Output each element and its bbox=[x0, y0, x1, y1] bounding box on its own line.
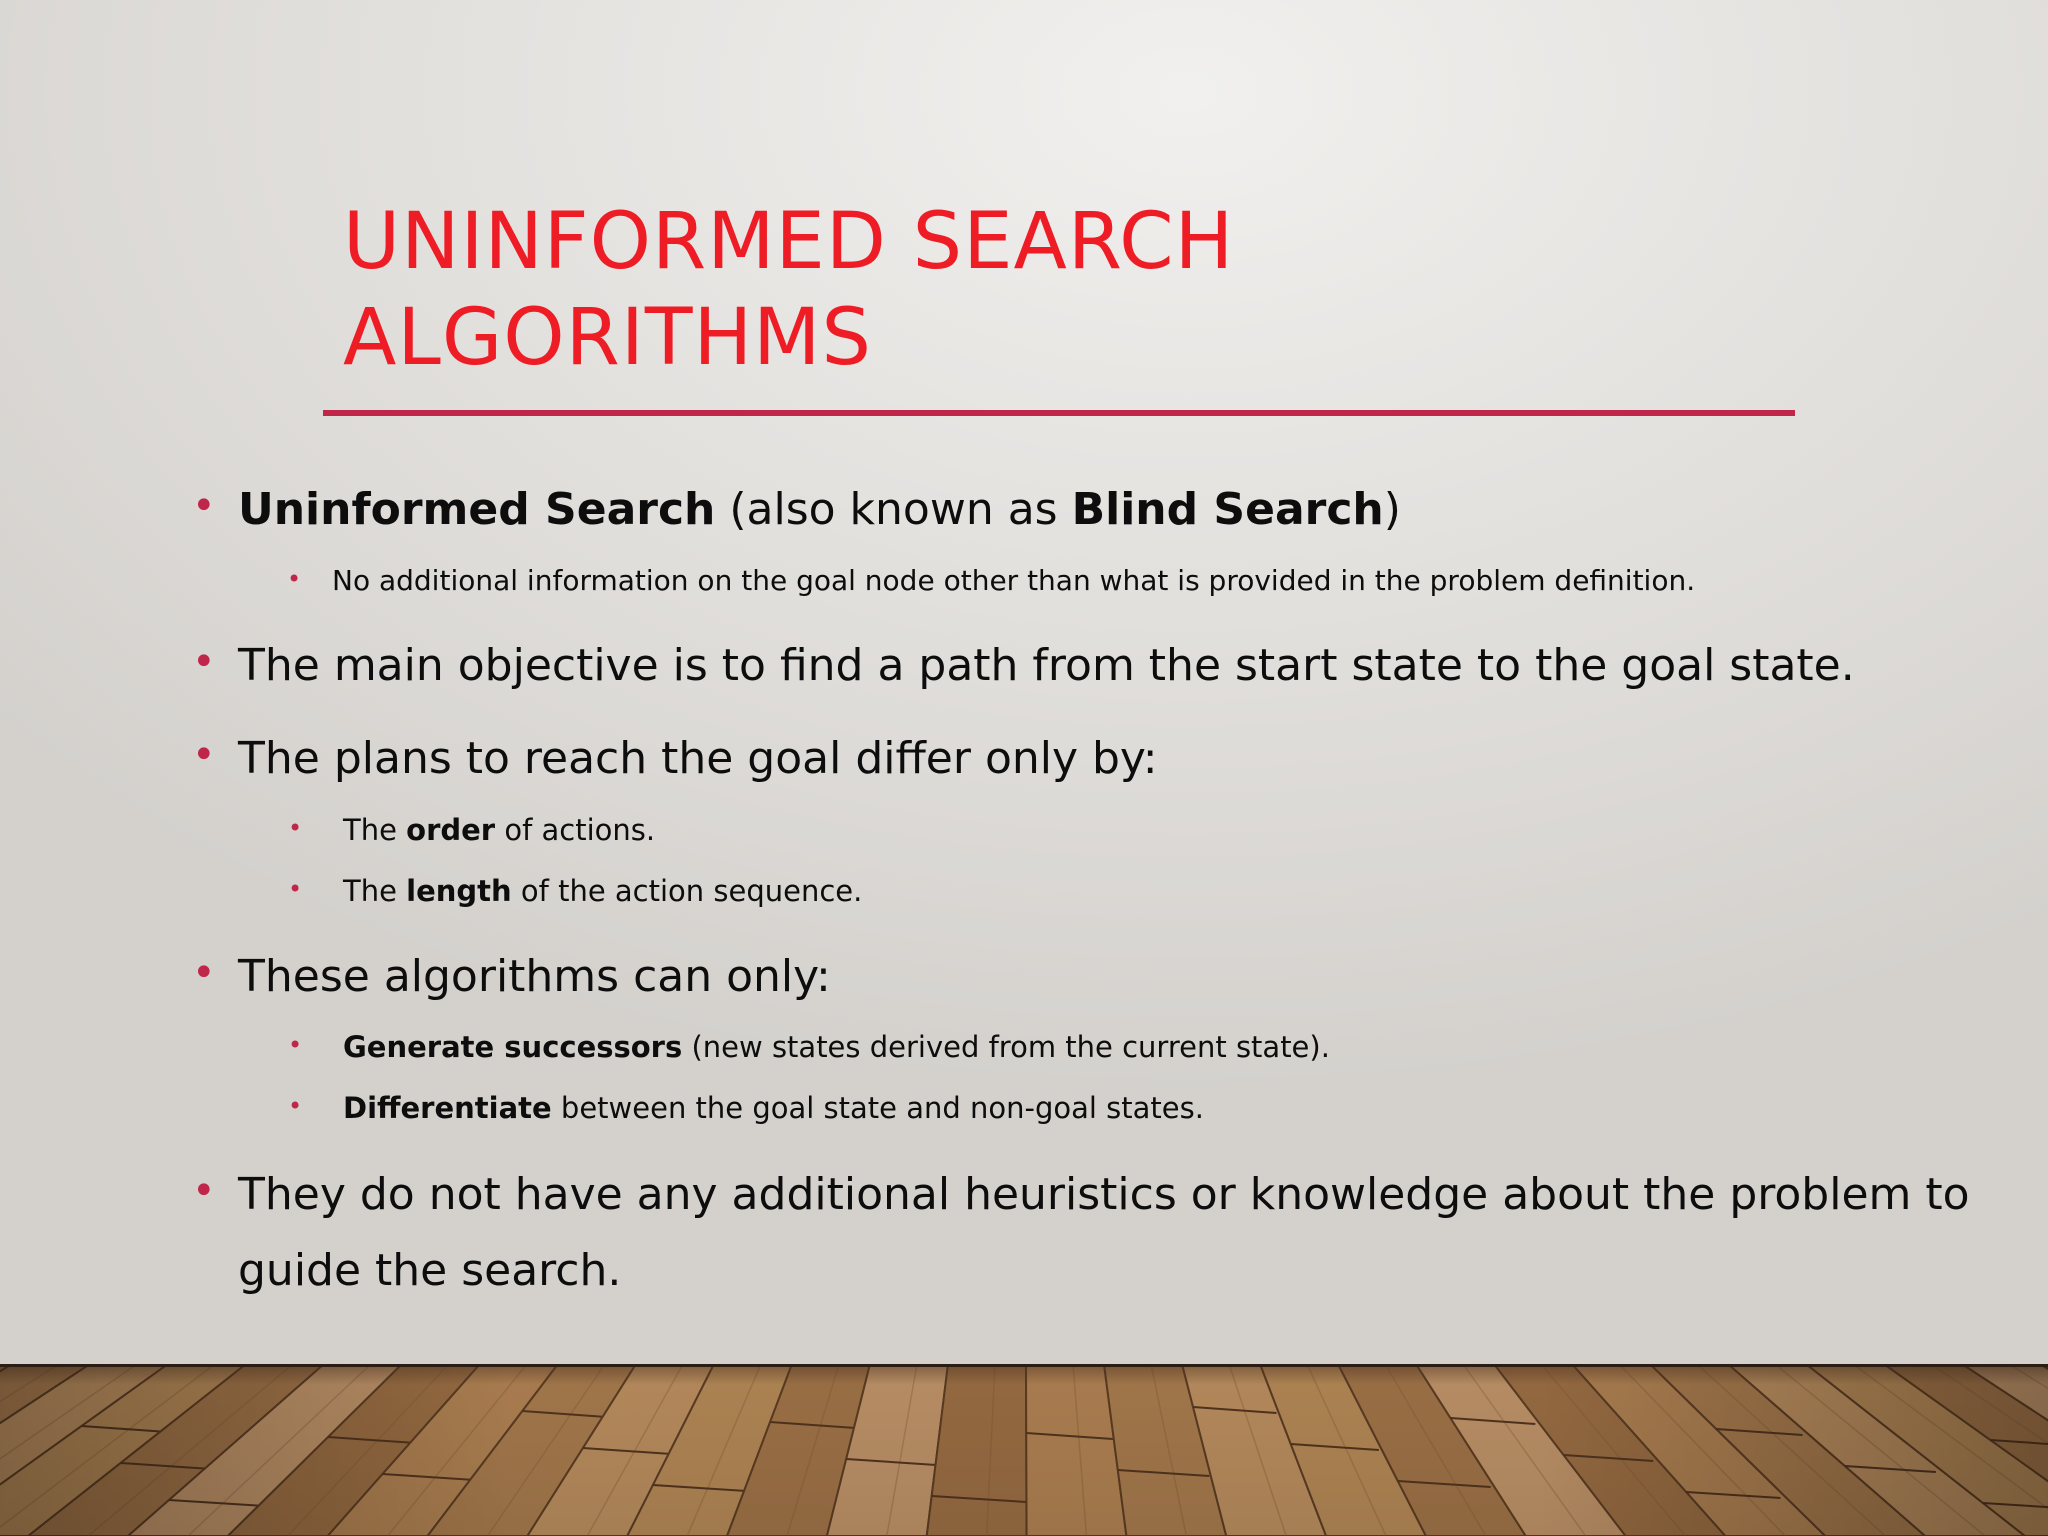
bullet-dot-icon: • bbox=[287, 565, 302, 593]
bullet-text: The main objective is to find a path from the start state to the goal state. bbox=[238, 640, 1855, 691]
bold-term-blind-search: Blind Search bbox=[1071, 484, 1384, 535]
wood-floor bbox=[0, 1364, 2048, 1536]
bold-term-length: length bbox=[406, 874, 512, 908]
bullet-text: The plans to reach the goal differ only by: bbox=[238, 733, 1158, 784]
bold-term-uninformed-search: Uninformed Search bbox=[238, 484, 716, 535]
bullet-dot-icon: • bbox=[192, 950, 216, 996]
bullet-text-line-2: guide the search. bbox=[238, 1245, 622, 1296]
bullet-dot-icon: • bbox=[288, 1092, 303, 1120]
bullet-uninformed-search bbox=[192, 472, 1401, 548]
bold-term-generate-successors: Generate successors bbox=[343, 1030, 683, 1064]
bullet-dot-icon: • bbox=[288, 814, 303, 842]
wood-floor-planks bbox=[0, 1364, 2048, 1536]
sub-bullet-text: No additional information on the goal node other than what is provided in the problem definition. bbox=[332, 564, 1696, 597]
bullet-dot-icon: • bbox=[192, 732, 216, 778]
sub-bullet-text: between the goal state and non-goal states. bbox=[551, 1091, 1204, 1125]
sub-bullet-text: The bbox=[343, 874, 407, 908]
sub-bullet-differentiate bbox=[288, 1083, 1204, 1133]
bullet-no-heuristics bbox=[192, 1157, 1970, 1309]
bullet-dot-icon: • bbox=[192, 639, 216, 685]
bullet-dot-icon: • bbox=[288, 875, 303, 903]
bullet-dot-icon: • bbox=[192, 483, 216, 529]
bold-term-order: order bbox=[406, 813, 496, 847]
bullet-dot-icon: • bbox=[192, 1168, 216, 1214]
sub-bullet-no-additional-info bbox=[287, 556, 1696, 606]
bullet-dot-icon: • bbox=[288, 1031, 303, 1059]
sub-bullet-text: (new states derived from the current state). bbox=[682, 1030, 1330, 1064]
sub-bullet-order bbox=[288, 805, 656, 855]
bullet-text: ) bbox=[1383, 484, 1401, 535]
sub-bullet-text: of actions. bbox=[495, 813, 656, 847]
bullet-plans-differ bbox=[192, 721, 1158, 797]
bullet-text: These algorithms can only: bbox=[238, 951, 831, 1002]
bullet-algorithms-can-only bbox=[192, 939, 831, 1015]
sub-bullet-length bbox=[288, 866, 863, 916]
sub-bullet-text: of the action sequence. bbox=[511, 874, 863, 908]
title-line-2: ALGORITHMS bbox=[343, 293, 872, 383]
title-line-1: UNINFORMED SEARCH bbox=[343, 197, 1235, 287]
bullet-text-line-1: They do not have any additional heuristics or knowledge about the problem to bbox=[238, 1169, 1970, 1220]
sub-bullet-generate-successors bbox=[288, 1022, 1330, 1072]
bullet-main-objective bbox=[192, 628, 1855, 704]
bullet-text: (also known as bbox=[715, 484, 1072, 535]
bold-term-differentiate: Differentiate bbox=[343, 1091, 552, 1125]
sub-bullet-text: The bbox=[343, 813, 407, 847]
